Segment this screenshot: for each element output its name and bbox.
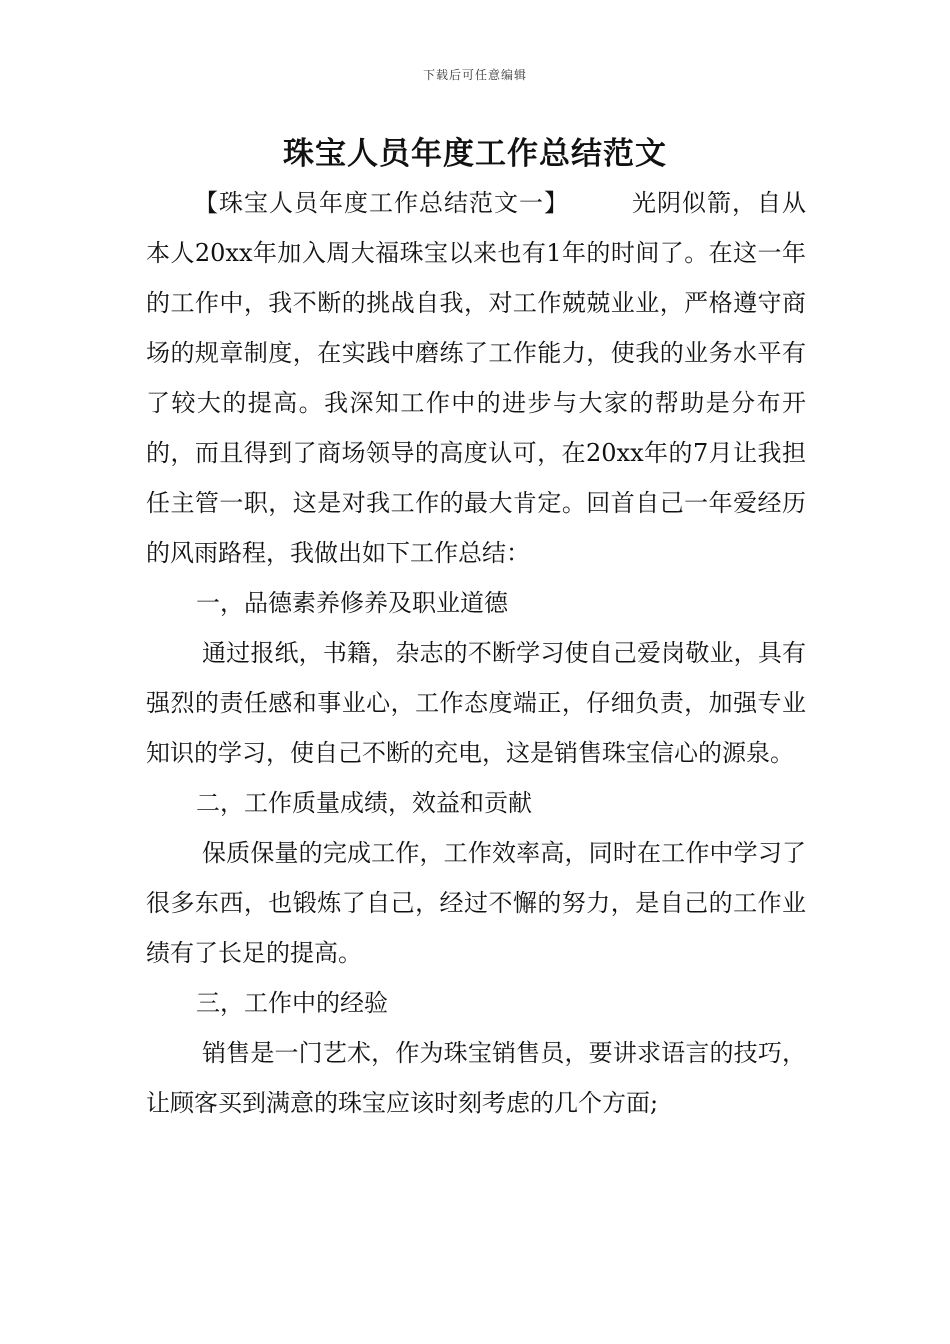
section-paragraph: 销售是一门艺术，作为珠宝销售员，要讲求语言的技巧，让顾客买到满意的珠宝应该时刻考虑的几个方面; bbox=[146, 1039, 806, 1117]
document-title: 珠宝人员年度工作总结范文 bbox=[283, 136, 667, 172]
intro-paragraph bbox=[146, 178, 806, 578]
section-heading: 二，工作质量成绩，效益和贡献 bbox=[196, 789, 532, 817]
page-header-note: 下载后可任意编辑 bbox=[422, 68, 527, 82]
section-paragraph: 保质保量的完成工作，工作效率高，同时在工作中学习了很多东西，也锻炼了自己，经过不懈的努力，是自己的工作业绩有了长足的提高。 bbox=[146, 839, 806, 967]
intro-text: 光阴似箭，自从本人20xx年加入周大福珠宝以来也有1年的时间了。在这一年的工作中，我不断的挑战自我，对工作兢兢业业，严格遵守商场的规章制度，在实践中磨练了工作能力，使我的业务水平有了较大的提高。我深知工作中的进步与大家的帮助是分布开的，而且得到了商场领导的高度认可，在20xx年的7月让我担任主管一职，这是对我工作的最大肯定。回首自己一年爱经历的风雨路程，我做出如下工作总结： bbox=[146, 189, 806, 567]
document-body bbox=[146, 178, 806, 1128]
section-heading: 三，工作中的经验 bbox=[196, 989, 388, 1017]
intro-label: 【珠宝人员年度工作总结范文一】 bbox=[194, 189, 569, 217]
section-heading: 一，品德素养修养及职业道德 bbox=[196, 589, 508, 617]
section-paragraph: 通过报纸，书籍，杂志的不断学习使自己爱岗敬业，具有强烈的责任感和事业心，工作态度端正，仔细负责，加强专业知识的学习，使自己不断的充电，这是销售珠宝信心的源泉。 bbox=[146, 639, 806, 767]
